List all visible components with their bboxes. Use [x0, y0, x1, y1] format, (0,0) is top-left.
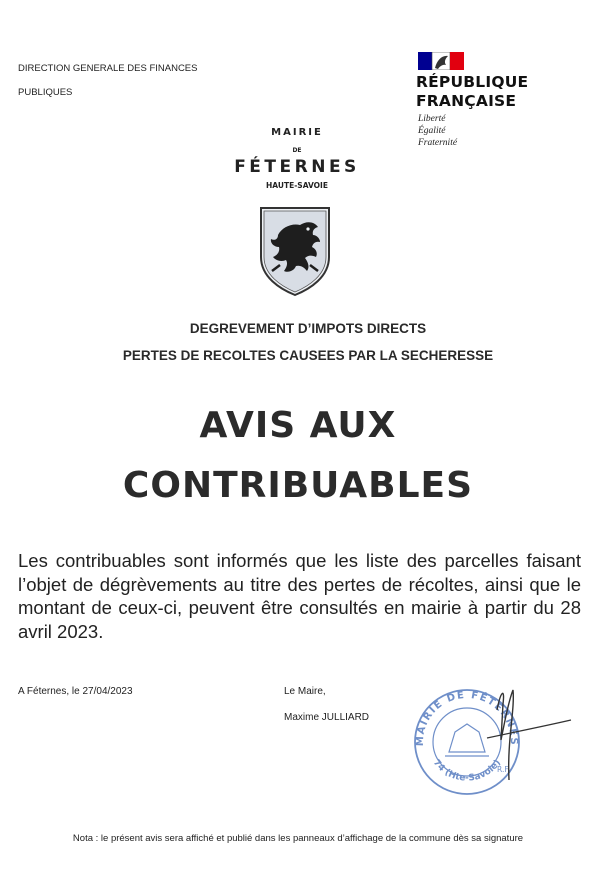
administration-line-2: PUBLIQUES	[18, 87, 73, 98]
motto-fraternite: Fraternité	[418, 138, 458, 148]
commune-label: MAIRIE	[271, 127, 323, 138]
stamp-text: MAIRIE DE FÉTERNES	[414, 689, 520, 747]
motto-egalite: Égalité	[418, 126, 446, 136]
motto-liberte: Liberté	[418, 114, 446, 124]
republic-line-1: RÉPUBLIQUE	[416, 73, 529, 91]
subject-line-1: DEGREVEMENT D’IMPOTS DIRECTS	[189, 321, 427, 336]
republic-motto	[418, 113, 457, 149]
republic-line-2: FRANÇAISE	[416, 92, 517, 110]
footer-note: Nota : le présent avis sera affiché et publié dans les panneaux d’affichage de la commune dès sa signature	[72, 833, 524, 844]
marianne-logo	[418, 52, 464, 70]
subject-line-2: PERTES DE RECOLTES CAUSEES PAR LA SECHERESSE	[122, 348, 494, 363]
notice-title-line-2: CONTRIBUABLES	[122, 465, 474, 506]
commune-name: FÉTERNES	[234, 157, 360, 177]
place-and-date: A Féternes, le 27/04/2023	[18, 686, 133, 697]
coat-of-arms-icon	[258, 205, 332, 297]
commune-department: HAUTE-SAVOIE	[266, 181, 328, 190]
signatory-name: Maxime JULLIARD	[284, 712, 370, 723]
signatory-role: Le Maire,	[284, 686, 326, 697]
stamp-bottom-text: 74 (Hte-Savoie)	[430, 758, 504, 784]
town-hall-stamp-icon	[405, 680, 575, 800]
republique-francaise	[416, 73, 528, 111]
administration-line-1: DIRECTION GENERALE DES FINANCES	[18, 63, 198, 74]
commune-particle: DE	[292, 147, 302, 154]
stamp-rf: R.F.	[497, 765, 510, 774]
notice-body: Les contribuables sont informés que les liste des parcelles faisant l’objet de dégrèvements au titre des pertes de récoltes, ainsi que le montant de ceux-ci, peuvent être consultés en mairie à partir du 28 avril 2023.	[18, 550, 581, 642]
svg-text:74 (Hte-Savoie)	[431, 758, 503, 784]
notice-title-line-1: AVIS AUX	[199, 405, 397, 446]
issuing-administration	[18, 57, 218, 105]
